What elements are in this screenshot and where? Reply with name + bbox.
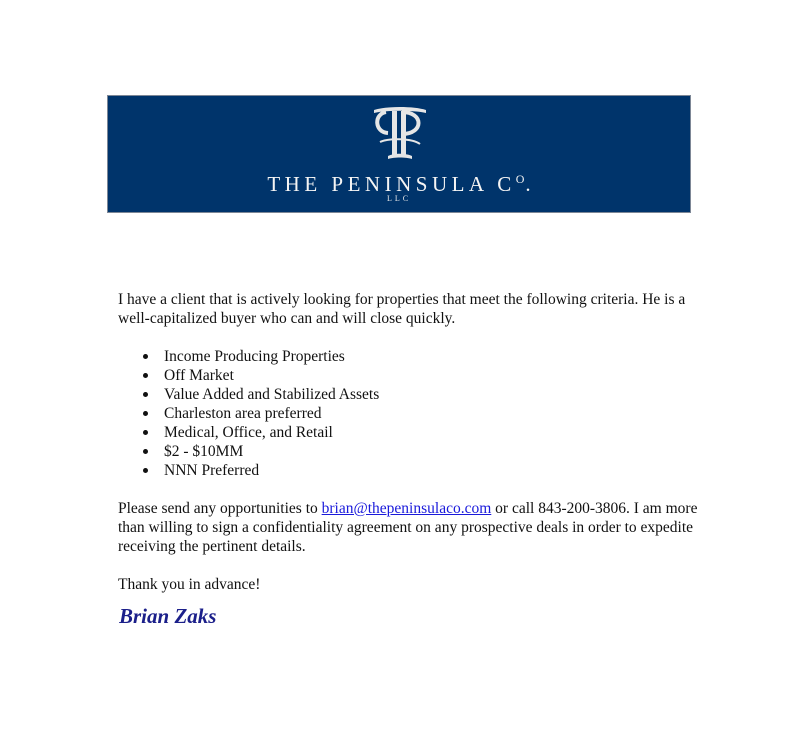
closing-line: Thank you in advance! [118,576,261,593]
company-name [108,168,690,195]
list-item-label: NNN Preferred [164,462,260,479]
tp-monogram-icon [368,102,432,164]
list-item [118,423,708,442]
bullet-icon [143,354,148,359]
list-item [118,366,708,385]
email-link[interactable]: brian@thepeninsulaco.com [321,500,492,517]
bullet-icon [143,430,148,435]
company-llc: LLC [386,194,412,203]
list-item-label: Off Market [164,367,234,384]
list-item [118,461,708,480]
signature-text: Brian Zaks [119,604,217,628]
company-name-text: THE PENINSULA C [267,172,516,196]
list-item-label: Income Producing Properties [164,348,345,365]
list-item-label: Charleston area preferred [164,405,322,422]
intro-paragraph: I have a client that is actively looking for properties that meet the following criteria. He is a well-capitalized buyer who can and will close quickly. [118,291,686,327]
list-item [118,404,708,423]
company-name-suffix: O [515,172,526,186]
contact-paragraph [118,499,708,556]
list-item [118,442,708,461]
list-item [118,347,708,366]
list-item [118,385,708,404]
bullet-icon [143,449,148,454]
signature [119,601,319,631]
list-item-label: Value Added and Stabilized Assets [164,386,380,403]
list-item-label: Medical, Office, and Retail [164,424,333,441]
list-item-label: $2 - $10MM [164,443,244,460]
bullet-icon [143,468,148,473]
criteria-list [118,347,708,480]
bullet-icon [143,392,148,397]
company-banner [107,95,691,213]
contact-text-before: Please send any opportunities to [118,500,322,517]
contact-text-after: or call 843-200-3806. I am more than willing to sign a confidentiality agreement on any prospective deals in order to expedite receiving the pertinent details. [118,500,698,555]
bullet-icon [143,411,148,416]
company-name-dot: . [525,172,531,196]
letter-body [118,290,708,613]
bullet-icon [143,373,148,378]
